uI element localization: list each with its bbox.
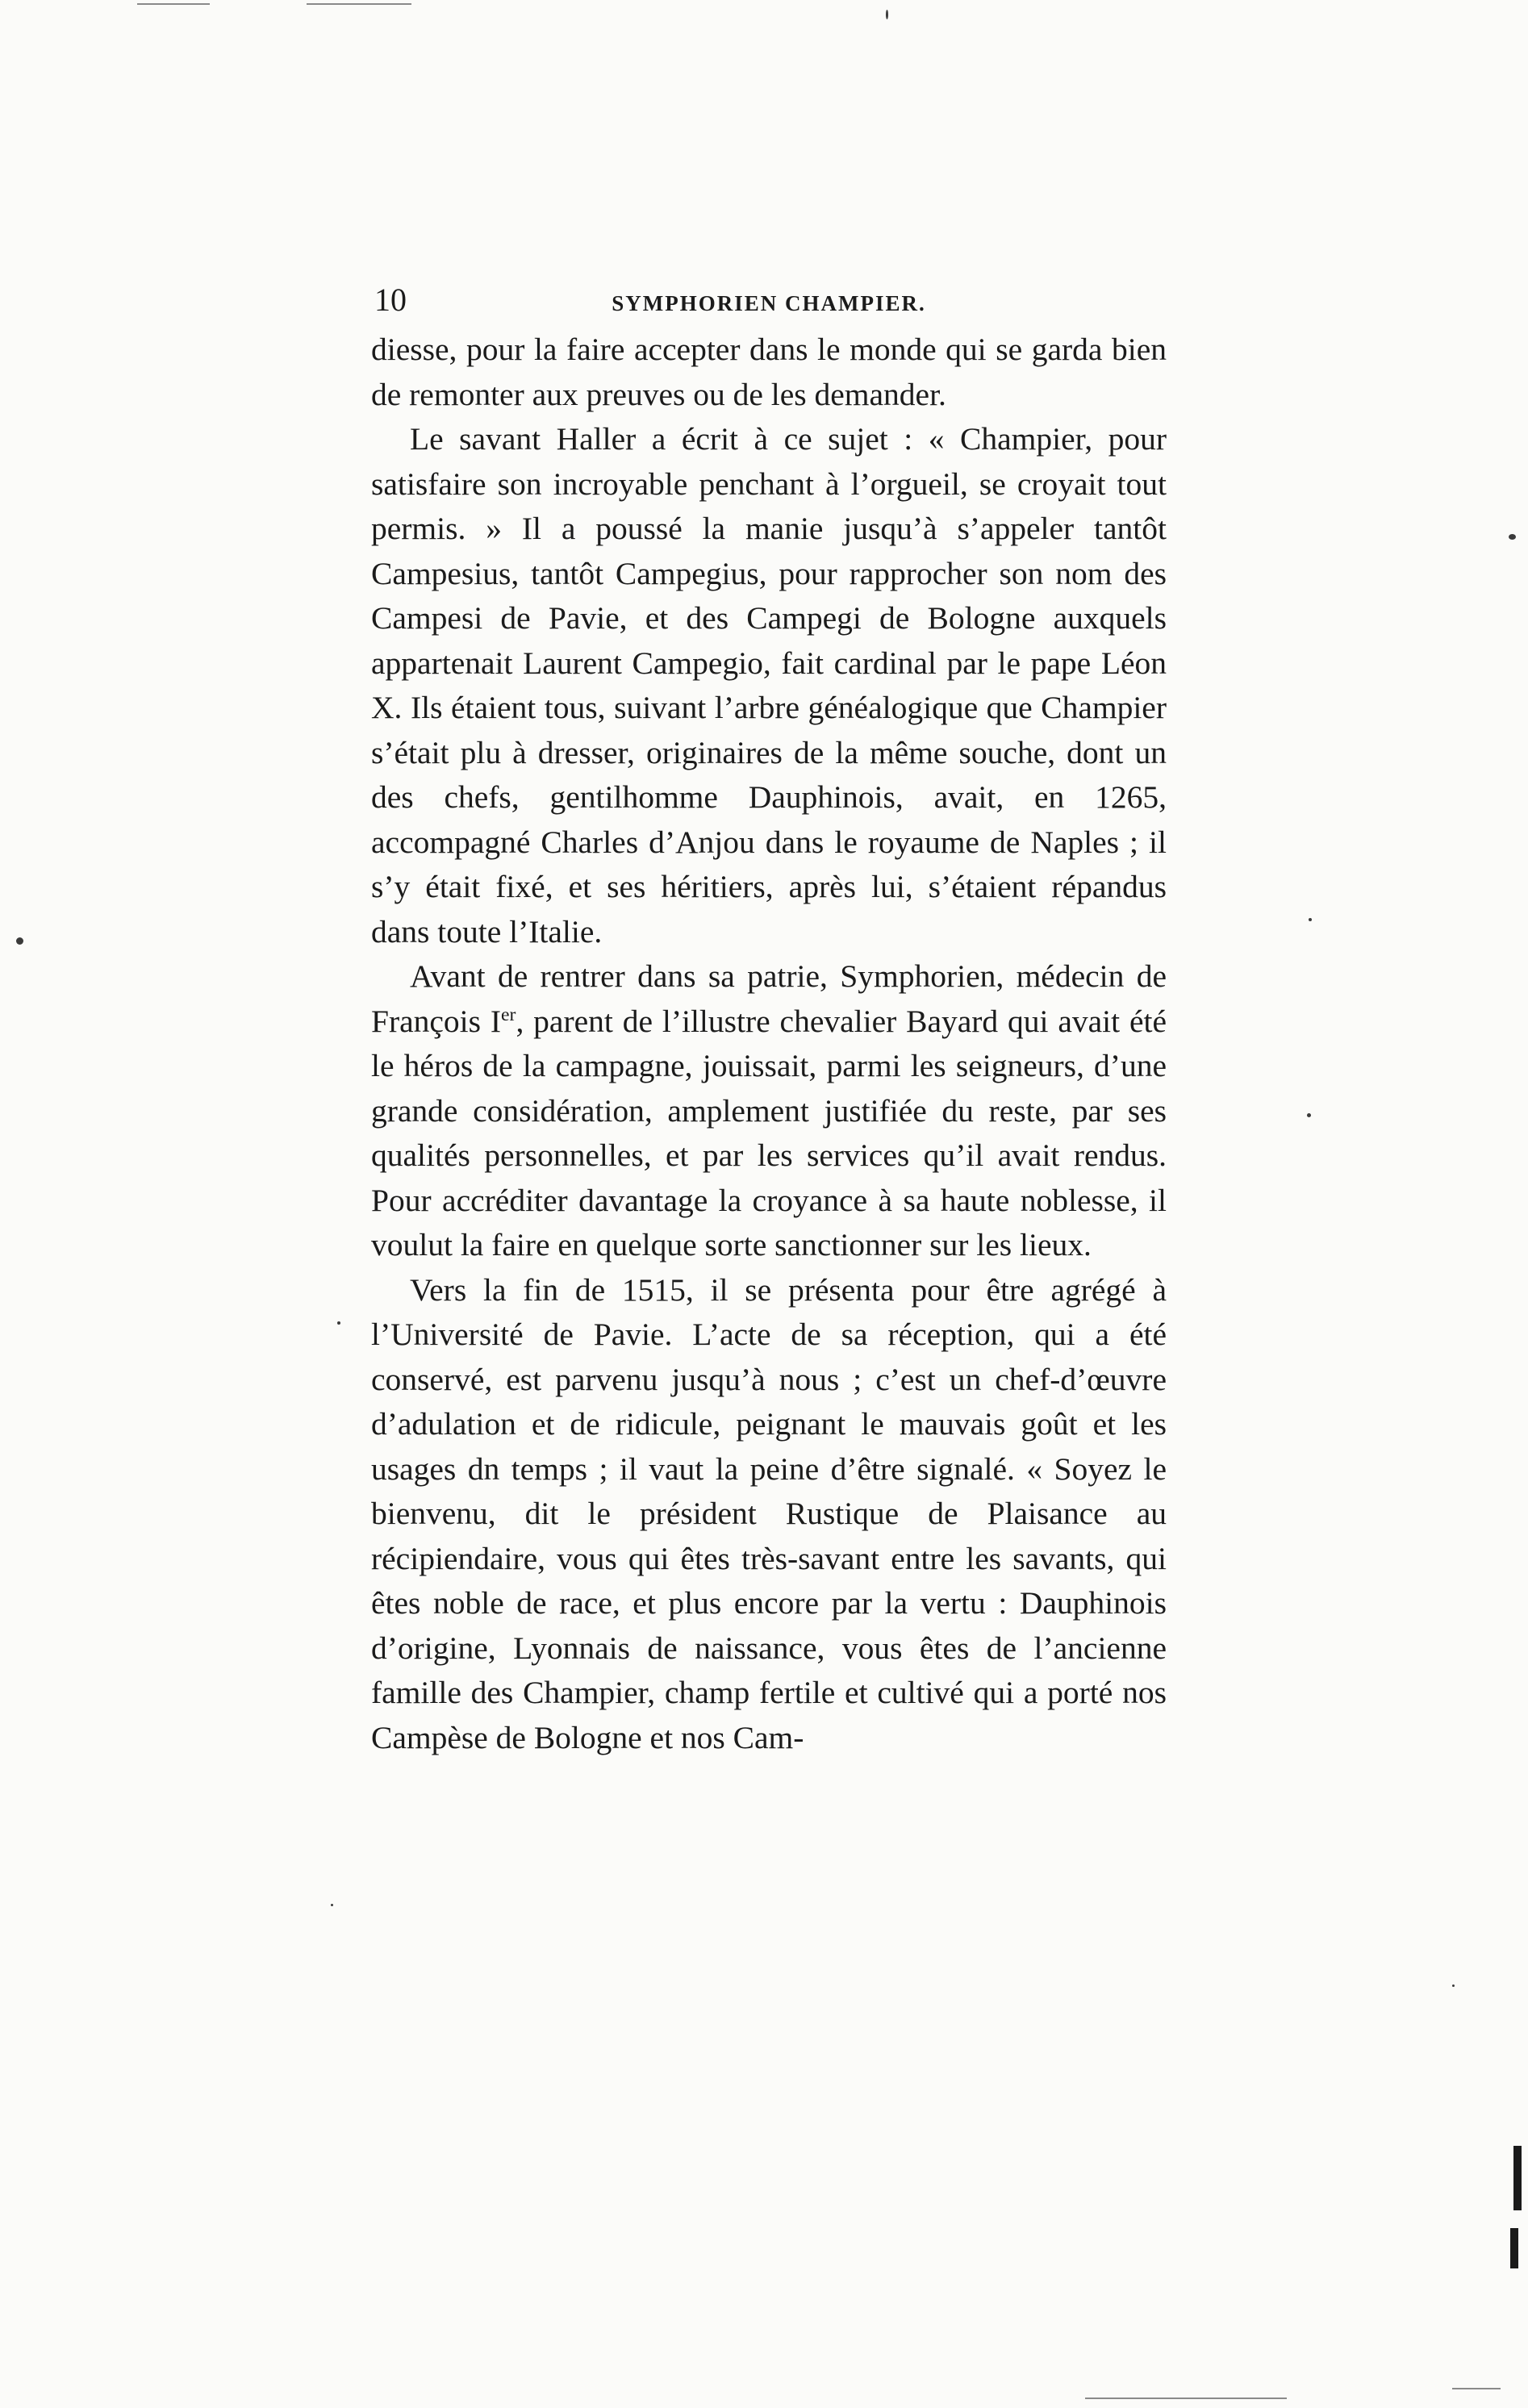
body-text: [371, 328, 1167, 1760]
scan-speck: [331, 1904, 333, 1906]
binding-edge-mark: [1513, 2146, 1522, 2210]
superscript-suffix: er: [501, 1004, 516, 1025]
paragraph-text: , parent de l’illustre chevalier Bayard qui avait été le héros de la campagne, jouissait, parmi les seigneurs, d’une grande considération, amplement justifiée du reste, par ses qualités personnelles, et par les services qu’il avait rendus. Pour accréditer davantage la croyance à sa haute noblesse, il voulut la faire en quelque sorte sanctionner sur les lieux.: [371, 1003, 1167, 1262]
running-head: [371, 284, 1167, 323]
paragraph: [371, 328, 1167, 417]
paragraph-text: Avant de rentrer dans sa patrie, Symphorien, médecin de François I: [371, 958, 1167, 1039]
scan-rule: [137, 3, 210, 5]
scan-rule: [1452, 2388, 1501, 2389]
paragraph-text: Le savant Haller a écrit à ce sujet : « Champier, pour satisfaire son incroyable penchant à l’orgueil, se croyait tout permis. » Il a poussé la manie jusqu’à s’appeler tantôt Campesius, tantôt Campegius, pour rapprocher son nom des Campesi de Pavie, et des Campegi de Bologne auxquels appartenait Laurent Campegio, fait cardinal par le pape Léon X. Ils étaient tous, suivant l’arbre généalogique que Champier s’était plu à dresser, originaires de la même souche, dont un des chefs, gentilhomme Dauphinois, avait, en 1265, accompagné Charles d’Anjou dans le royaume de Naples ; il s’y était fixé, et ses héritiers, après lui, s’étaient répandus dans toute l’Italie.: [371, 421, 1167, 949]
paragraph: [371, 954, 1167, 1268]
scan-speck: [1307, 1113, 1311, 1117]
running-title: SYMPHORIEN CHAMPIER.: [612, 291, 926, 315]
scan-rule: [1085, 2398, 1287, 2399]
scan-speck: [16, 937, 23, 945]
scan-speck: [1452, 1984, 1455, 1987]
scan-speck: [1509, 534, 1516, 540]
book-page: [371, 284, 1167, 1760]
scan-speck: [1309, 918, 1312, 921]
paragraph: [371, 417, 1167, 954]
scan-speck: [337, 1321, 340, 1325]
scan-speck: [886, 10, 888, 19]
page-number: 10: [374, 282, 407, 318]
scan-rule: [307, 3, 411, 5]
paragraph-text: diesse, pour la faire accepter dans le monde qui se garda bien de remonter aux preuves ou de les demander.: [371, 332, 1167, 412]
paragraph-text: Vers la fin de 1515, il se présenta pour être agrégé à l’Université de Pavie. L’acte de sa réception, qui a été conservé, est parvenu jusqu’à nous ; c’est un chef-d’œuvre d’adulation et de ridicule, peignant le mauvais goût et les usages dn temps ; il vaut la peine d’être signalé. « Soyez le bienvenu, dit le président Rustique de Plaisance au récipiendaire, vous qui êtes très-savant entre les savants, qui êtes noble de race, et plus encore par la vertu : Dauphinois d’origine, Lyonnais de naissance, vous êtes de l’ancienne famille des Champier, champ fertile et cultivé qui a porté nos Campèse de Bologne et nos Cam-: [371, 1271, 1167, 1755]
binding-edge-mark: [1510, 2228, 1518, 2268]
paragraph: [371, 1268, 1167, 1761]
